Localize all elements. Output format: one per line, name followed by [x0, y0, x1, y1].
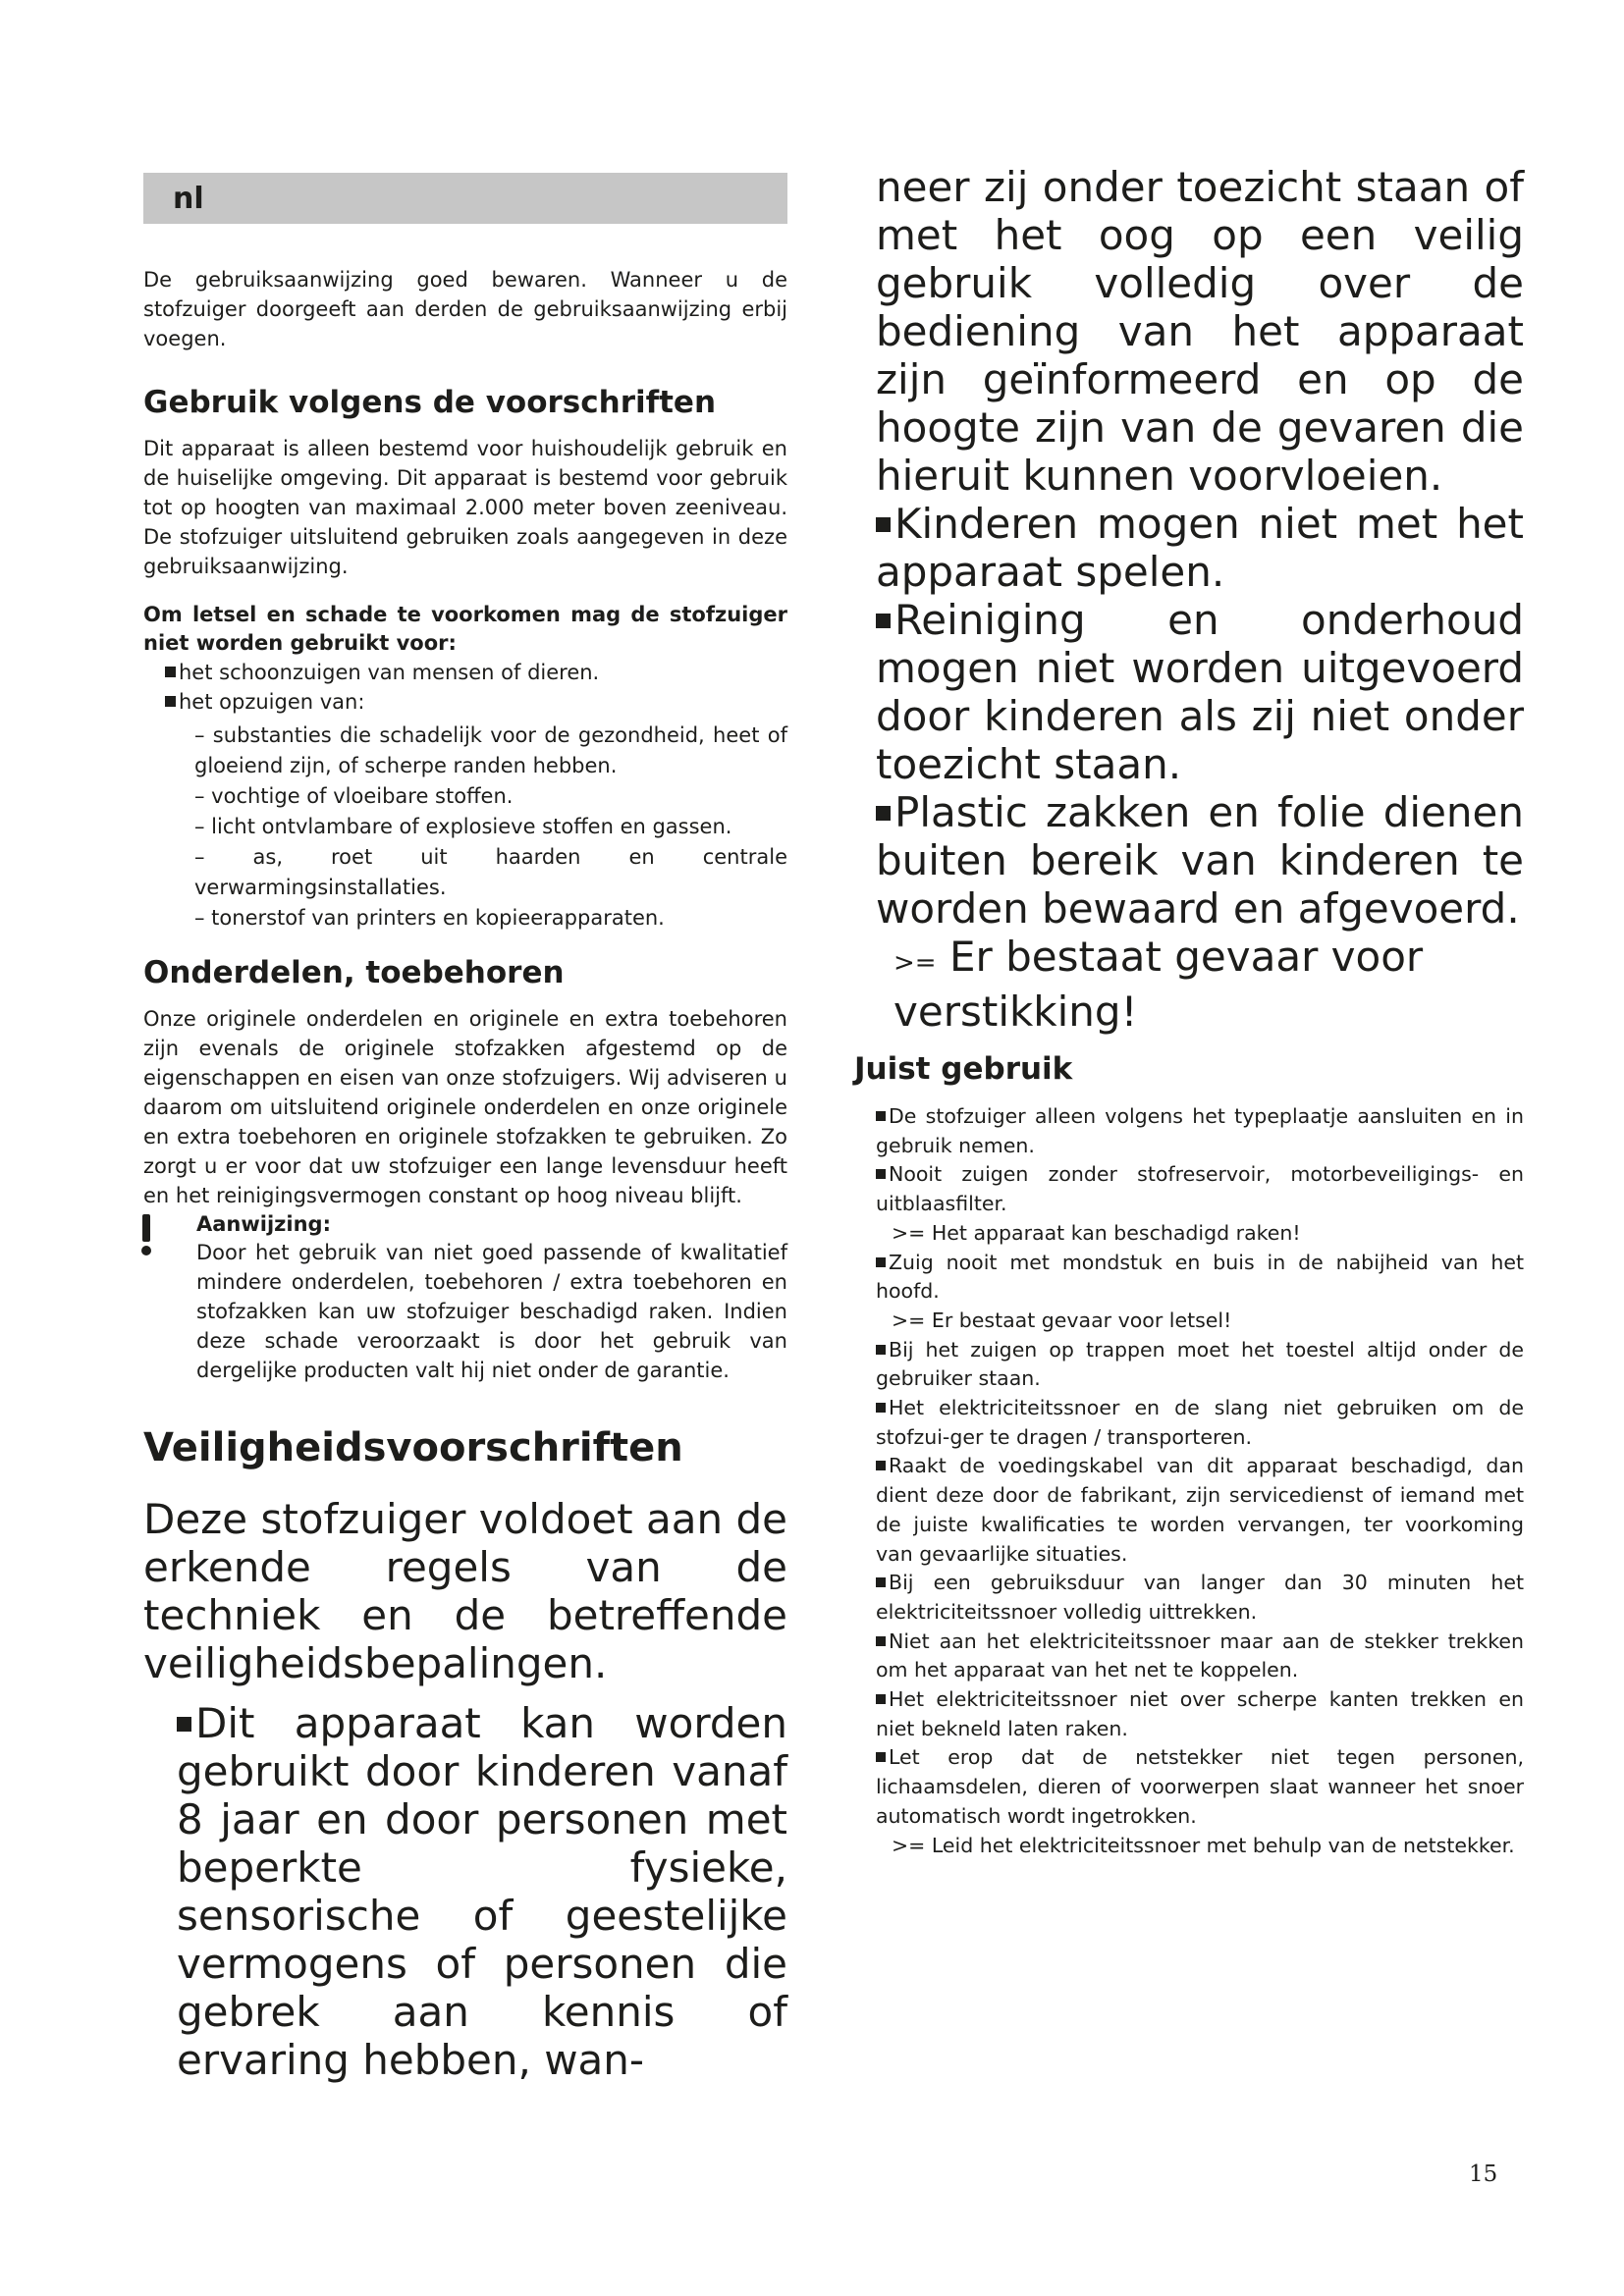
list-item: Niet aan het elektriciteitssnoer maar aan de stekker trekken om het apparaat van het net te koppelen.: [876, 1629, 1524, 1682]
section-title-onderdelen: Onderdelen, toebehoren: [143, 955, 565, 990]
list-item: Zuig nooit met mondstuk en buis in de nabijheid van het hoofd.: [876, 1250, 1524, 1304]
safety-lead: Deze stofzuiger voldoet aan de erkende regels van de techniek en de betreffende veiligheidsbepalingen.: [143, 1495, 787, 1687]
safety-bullet-1b: neer zij onder toezicht staan of met het oog op een veilig gebruik volledig over de bediening van het apparaat zijn geïnformeerd en op de hoogte zijn van de gevaren die hieruit kunnen voorvloeien.: [876, 163, 1524, 500]
juist-list: [876, 1102, 1524, 1860]
list-item: Bij het zuigen op trappen moet het toestel altijd onder de gebruiker staan.: [876, 1337, 1524, 1391]
square-bullet-icon: [876, 614, 891, 628]
page-number: 15: [1469, 2162, 1498, 2187]
section-title-veiligheid: Veiligheidsvoorschriften: [143, 1425, 683, 1470]
square-bullet-icon: [876, 1403, 886, 1413]
arrow-icon: >=: [893, 948, 937, 978]
exclamation-icon: [137, 1214, 155, 1257]
square-bullet-icon: [876, 1461, 886, 1470]
list-item: – vochtige of vloeibare stoffen.: [194, 784, 514, 808]
intro-text: De gebruiksaanwijzing goed bewaren. Wanneer u de stofzuiger doorgeeft aan derden de gebruiksaanwijzing erbij voegen.: [143, 268, 787, 350]
section-body-onderdelen: Onze originele onderdelen en originele en extra toebehoren zijn evenals de originele stofzakken afgestemd op de eigenschappen en eisen van onze stofzuigers. Wij adviseren u daarom om uitsluitend originele onderdelen en onze originele en extra toebehoren en originele stofzakken te gebruiken. Zo zorgt u er voor dat uw stofzuiger een lange levensduur heeft en het reinigingsvermogen constant op hoog niveau blijft.: [143, 1007, 787, 1207]
warning-intro: Om letsel en schade te voorkomen mag de stofzuiger niet worden gebruikt voor:: [143, 603, 787, 655]
list-item: De stofzuiger alleen volgens het typeplaatje aansluiten en in gebruik nemen.: [876, 1104, 1524, 1157]
list-item: >= Er bestaat gevaar voor letsel!: [892, 1308, 1232, 1332]
right-column: [854, 163, 1524, 1860]
safety-bullet-2: Kinderen mogen niet met het apparaat spelen.: [876, 500, 1524, 596]
list-item: Raakt de voedingskabel van dit apparaat beschadigd, dan dient deze door de fabrikant, zijn servicedienst of iemand met de juiste kwalificaties te worden vervangen, ter voorkoming van gevaarlijke situaties.: [876, 1454, 1524, 1566]
square-bullet-icon: [876, 1169, 886, 1179]
list-item: Bij een gebruiksduur van langer dan 30 minuten het elektriciteitssnoer volledig uittrekken.: [876, 1571, 1524, 1624]
list-item: Let erop dat de netstekker niet tegen personen, lichaamsdelen, dieren of voorwerpen slaat wanneer het snoer automatisch wordt ingetrokken.: [876, 1745, 1524, 1828]
notice-title: Aanwijzing:: [196, 1212, 331, 1236]
square-bullet-icon: [876, 1111, 886, 1121]
square-bullet-icon: [876, 1694, 886, 1704]
square-bullet-icon: [165, 667, 176, 677]
language-bar: [143, 173, 787, 224]
section-title-gebruik: Gebruik volgens de voorschriften: [143, 385, 717, 420]
square-bullet-icon: [876, 1345, 886, 1355]
list-item: het schoonzuigen van mensen of dieren.: [165, 658, 787, 687]
square-bullet-icon: [876, 1752, 886, 1762]
left-column: [143, 173, 787, 2084]
square-bullet-icon: [876, 806, 891, 821]
square-bullet-icon: [165, 696, 176, 707]
list-item: – tonerstof van printers en kopieerapparaten.: [194, 906, 665, 930]
section-title-juist: Juist gebruik: [854, 1051, 1073, 1087]
list-item: Nooit zuigen zonder stofreservoir, motorbeveiligings- en uitblaasfilter.: [876, 1162, 1524, 1216]
safety-bullet-1a: Dit apparaat kan worden gebruikt door kinderen vanaf 8 jaar en door personen met beperkte fysieke, sensorische of geestelijke vermogens of personen die gebrek aan kennis of ervaring hebben, wan-: [177, 1699, 787, 2084]
list-item: Het elektriciteitssnoer niet over scherpe kanten trekken en niet bekneld laten raken.: [876, 1687, 1524, 1740]
list-item: >= Leid het elektriciteitssnoer met behulp van de netstekker.: [892, 1833, 1515, 1857]
notice-text: Door het gebruik van niet goed passende of kwalitatief mindere onderdelen, toebehoren / extra toebehoren en stofzakken kan uw stofzuiger beschadigd raken. Indien deze schade veroorzaakt is door het gebruik van dergelijke producten valt hij niet onder de garantie.: [196, 1241, 787, 1382]
safety-bullet-4-arrow: >= Er bestaat gevaar voor verstikking!: [893, 933, 1424, 1036]
notice-block: [143, 1210, 787, 1385]
list-item: – substanties die schadelijk voor de gezondheid, heet of gloeiend zijn, of scherpe randen hebben.: [194, 723, 787, 777]
square-bullet-icon: [876, 517, 891, 532]
list-item: Het elektriciteitssnoer en de slang niet gebruiken om de stofzui-ger te dragen / transporteren.: [876, 1396, 1524, 1449]
language-label: nl: [173, 181, 204, 216]
list-item: – as, roet uit haarden en centrale verwarmingsinstallaties.: [194, 845, 787, 899]
list-item: – licht ontvlambare of explosieve stoffen en gassen.: [194, 815, 732, 838]
square-bullet-icon: [876, 1257, 886, 1267]
section-body-gebruik: Dit apparaat is alleen bestemd voor huishoudelijk gebruik en de huiselijke omgeving. Dit apparaat is bestemd voor gebruik tot op hoogten van maximaal 2.000 meter boven zeeniveau. De stofzuiger uitsluitend gebruiken zoals aangegeven in deze gebruiksaanwijzing.: [143, 437, 787, 578]
safety-bullet-3: Reiniging en onderhoud mogen niet worden uitgevoerd door kinderen als zij niet onder toezicht staan.: [876, 596, 1524, 788]
list-item: >= Het apparaat kan beschadigd raken!: [892, 1220, 1301, 1245]
square-bullet-icon: [876, 1636, 886, 1646]
warning-bullets: [143, 658, 787, 717]
safety-bullet-4: Plastic zakken en folie dienen buiten bereik van kinderen te worden bewaard en afgevoerd.: [876, 788, 1524, 933]
substance-list: [143, 721, 787, 934]
square-bullet-icon: [177, 1717, 191, 1732]
list-item: het opzuigen van:: [165, 687, 787, 717]
square-bullet-icon: [876, 1577, 886, 1587]
